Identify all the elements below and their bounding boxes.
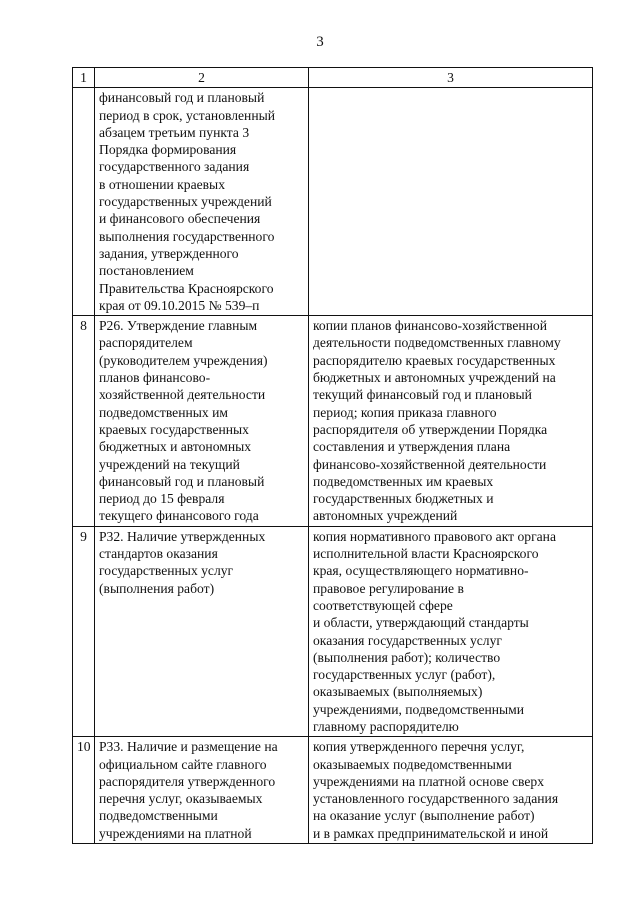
text-line: выполнения государственного [99,228,275,244]
documents-cell [309,526,593,737]
text-line: бюджетных и автономных [99,439,252,455]
text-line: период до 15 февраля [99,491,225,507]
column-header-3: 3 [309,68,593,88]
text-line: государственного задания [99,159,250,175]
text-line: государственных учреждений [99,194,272,210]
indicator-cell [95,88,309,316]
text-line: правовое регулирование в [313,580,464,596]
text-line: финансовый год и плановый [99,473,265,489]
documents-cell [309,88,593,316]
text-line: деятельности подведомственных главному [313,335,561,351]
text-line: распорядителю краевых государственных [313,352,556,368]
text-line: государственных услуг [99,563,234,579]
text-line: текущий финансовый год и плановый [313,387,532,403]
indicator-cell [95,526,309,737]
column-header-2: 2 [95,68,309,88]
row-number: 9 [73,526,95,737]
text-line: стандартов оказания [99,546,218,562]
indicator-cell [95,737,309,844]
text-line: распорядителем [99,335,193,351]
text-line: перечня услуг, оказываемых [99,791,263,807]
text-line: краевых государственных [99,421,249,437]
text-line: исполнительной власти Красноярского [313,546,539,562]
text-line: края от 09.10.2015 № 539–п [99,297,260,313]
text-line: планов финансово- [99,370,211,386]
text-line: задания, утвержденного [99,245,239,261]
text-line: Р32. Наличие утвержденных [99,528,266,544]
document-table [72,67,593,844]
text-line: период в срок, установленный [99,107,276,123]
text-line: Порядка формирования [99,142,237,158]
table-header-row [73,68,593,88]
text-line: копии планов финансово-хозяйственной [313,318,548,334]
text-line: Правительства Красноярского [99,280,274,296]
text-line: Р26. Утверждение главным [99,318,258,334]
text-line: копия утвержденного перечня услуг, [313,739,525,755]
text-line: учреждениями на платной [99,825,252,841]
text-line: (выполнения работ); количество [313,649,501,665]
text-line: распорядителя утвержденного [99,773,276,789]
text-line: Р33. Наличие и размещение на [99,739,278,755]
text-line: текущего финансового года [99,508,259,524]
text-line: государственных услуг (работ), [313,667,496,683]
text-line: хозяйственной деятельности [99,387,266,403]
text-line: и в рамках предпринимательской и иной [313,825,549,841]
text-line: края, осуществляющего нормативно- [313,563,529,579]
text-line: учреждениями на платной основе сверх [313,773,545,789]
table-row [73,316,593,527]
text-line: оказываемых подведомственными [313,756,512,772]
text-line: подведомственных им краевых [313,473,494,489]
text-line: и области, утверждающий стандарты [313,615,529,631]
text-line: оказываемых (выполняемых) [313,684,483,700]
text-line: учреждений на текущий [99,456,240,472]
text-line: (руководителем учреждения) [99,352,268,368]
table-row [73,526,593,737]
indicator-cell [95,316,309,527]
text-line: подведомственных им [99,404,228,420]
text-line: установленного государственного задания [313,791,559,807]
text-line: финансово-хозяйственной деятельности [313,456,547,472]
text-line: на оказание услуг (выполнение работ) [313,808,535,824]
text-line: учреждениями, подведомственными [313,701,525,717]
row-number [73,88,95,316]
text-line: (выполнения работ) [99,580,215,596]
text-line: подведомственными [99,808,218,824]
text-line: оказания государственных услуг [313,632,502,648]
row-number: 10 [73,737,95,844]
text-line: бюджетных и автономных учреждений на [313,370,556,386]
column-header-1: 1 [73,68,95,88]
text-line: главному распорядителю [313,718,459,734]
text-line: государственных бюджетных и [313,491,494,507]
text-line: постановлением [99,263,194,279]
text-line: и финансового обеспечения [99,211,261,227]
documents-cell [309,737,593,844]
text-line: период; копия приказа главного [313,404,497,420]
text-line: составления и утверждения плана [313,439,511,455]
text-line: финансовый год и плановый [99,90,265,106]
row-number: 8 [73,316,95,527]
text-line: копия нормативного правового акт органа [313,528,556,544]
table-row [73,88,593,316]
text-line: в отношении краевых [99,176,225,192]
text-line: абзацем третьим пункта 3 [99,124,250,140]
page-number: 3 [316,34,324,50]
text-line: официальном сайте главного [99,756,267,772]
text-line: распорядителя об утверждении Порядка [313,421,548,437]
text-line: автономных учреждений [313,508,458,524]
table-row [73,737,593,844]
text-line: соответствующей сфере [313,597,453,613]
documents-cell [309,316,593,527]
